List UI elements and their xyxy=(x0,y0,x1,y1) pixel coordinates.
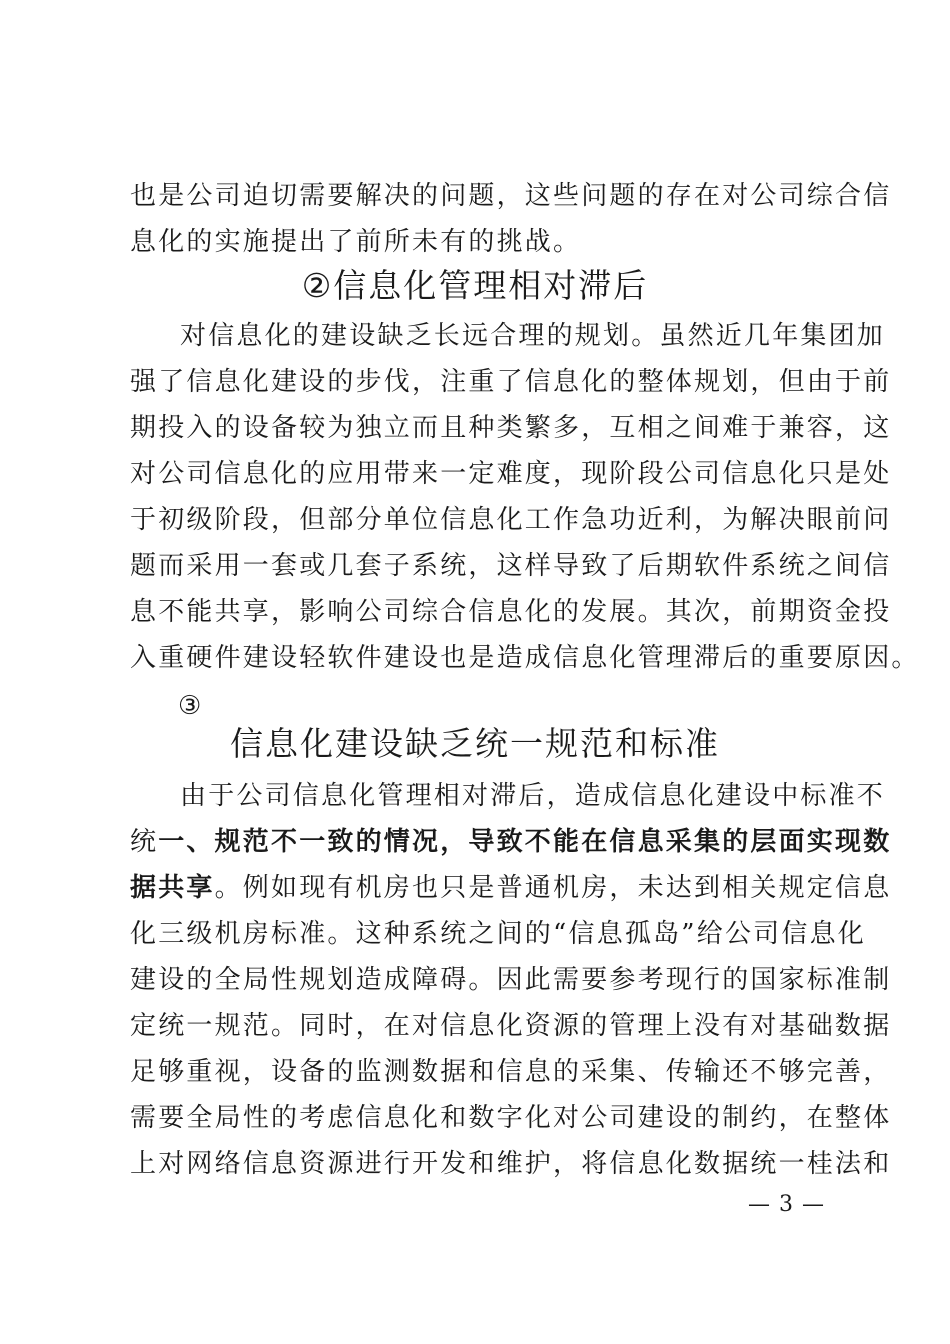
bold-text: 据共享 xyxy=(130,873,215,903)
bold-text: 一、规范不一致的情况，导致不能在信息采集的层面实现数 xyxy=(158,827,892,857)
plain-text: 统 xyxy=(130,827,159,857)
paragraph-line: 强了信息化建设的步伐，注重了信息化的整体规划，但由于前 xyxy=(130,367,892,397)
paragraph-line: 足够重视，设备的监测数据和信息的采集、传输还不够完善， xyxy=(130,1057,892,1087)
paragraph-line: 建设的全局性规划造成障碍。因此需要参考现行的国家标准制 xyxy=(130,965,892,995)
paragraph-line: 由于公司信息化管理相对滞后，造成信息化建设中标准不 xyxy=(180,781,886,811)
paragraph-line: 题而采用一套或几套子系统，这样导致了后期软件系统之间信 xyxy=(130,551,892,581)
paragraph-line: 于初级阶段，但部分单位信息化工作急功近利，为解决眼前问 xyxy=(130,505,892,535)
paragraph-line: 上对网络信息资源进行开发和维护，将信息化数据统一桂法和 xyxy=(130,1149,892,1179)
paragraph-line-mixed xyxy=(130,824,892,860)
paragraph-line: 入重硬件建设轻软件建设也是造成信息化管理滞后的重要原因。 xyxy=(130,643,920,673)
paragraph-line: 定统一规范。同时，在对信息化资源的管理上没有对基础数据 xyxy=(130,1011,892,1041)
paragraph-line: 期投入的设备较为独立而且种类繁多，互相之间难于兼容，这 xyxy=(130,413,892,443)
paragraph-line-mixed xyxy=(130,870,892,906)
paragraph-line: 对信息化的建设缺乏长远合理的规划。虽然近几年集团加 xyxy=(180,321,886,351)
paragraph-line: 息不能共享，影响公司综合信息化的发展。其次，前期资金投 xyxy=(130,597,892,627)
paragraph-line: 息化的实施提出了前所未有的挑战。 xyxy=(130,227,582,257)
section-heading-2: ②信息化管理相对滞后 xyxy=(301,266,649,305)
plain-text: 。例如现有机房也只是普通机房，未达到相关规定信息 xyxy=(214,873,892,903)
section-heading-3: 信息化建设缺乏统一规范和标准 xyxy=(230,724,720,763)
paragraph-line: 化三级机房标准。这种系统之间的“信息孤岛”给公司信息化 xyxy=(130,919,866,949)
section-marker-3: ③ xyxy=(178,691,202,721)
paragraph-line: 也是公司迫切需要解决的问题，这些问题的存在对公司综合信 xyxy=(130,181,892,211)
paragraph-line: 需要全局性的考虑信息化和数字化对公司建设的制约，在整体 xyxy=(130,1103,892,1133)
page-number: — 3 — xyxy=(748,1192,825,1217)
paragraph-line: 对公司信息化的应用带来一定难度，现阶段公司信息化只是处 xyxy=(130,459,892,489)
